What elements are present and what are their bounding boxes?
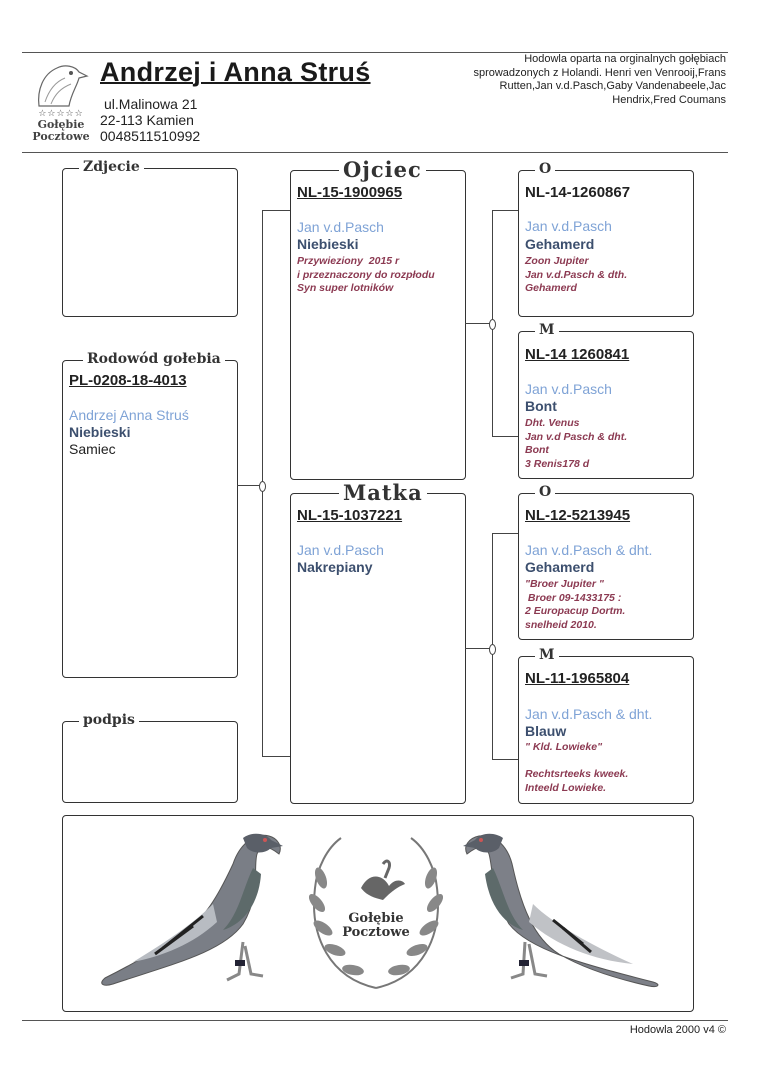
signature-box (62, 712, 238, 803)
grandfather-maternal-box (518, 484, 694, 640)
father-breeder: Jan v.d.Pasch (297, 219, 384, 235)
mm-breeder: Jan v.d.Pasch & dht. (525, 706, 653, 722)
subject-color: Niebieski (69, 424, 131, 440)
pigeon-right-image (463, 824, 663, 994)
mf-breeder: Jan v.d.Pasch & dht. (525, 542, 653, 558)
mf-ring: NL-12-5213945 (525, 507, 631, 524)
fm-color: Bont (525, 398, 557, 414)
father-ring: NL-15-1900965 (297, 184, 403, 201)
header-bottom-rule (22, 152, 728, 153)
wreath-line2: Pocztowe (342, 925, 410, 940)
logo-line1: Gołębie (37, 118, 85, 131)
connector-to-father (262, 210, 290, 211)
photo-label: Zdjecie (79, 159, 144, 175)
signature-label: podpis (79, 712, 139, 728)
club-logo (26, 60, 96, 145)
ff-breeder: Jan v.d.Pasch (525, 218, 612, 234)
breeding-description: Hodowla oparta na orginalnych gołębiach sprowadzonych z Holandi. Henri ven Venrooij,Frans Rutten,Jan v.d.Pasch,Gaby Vandenabeele,Jac Hendrix,Fred Coumans (473, 53, 726, 106)
page-title: Andrzej i Anna Struś (100, 57, 371, 87)
mf-notes: "Broer Jupiter " Broer 09-1433175 : 2 Europacup Dortm. snelheid 2010. (525, 578, 626, 631)
fm-breeder: Jan v.d.Pasch (525, 381, 612, 397)
mm-quote: " Kld. Lowieke" (525, 741, 603, 753)
address-line1: ul.Malinowa 21 (104, 96, 198, 112)
father-color: Niebieski (297, 236, 359, 252)
subject-label: Rodowód gołebia (83, 351, 225, 367)
father-box (290, 157, 466, 480)
mother-breeder: Jan v.d.Pasch (297, 542, 384, 558)
father-notes: Przywieziony 2015 r i przeznaczony do rozpłodu Syn super lotników (297, 255, 435, 294)
mm-color: Blauw (525, 723, 567, 739)
mother-label: Matka (339, 480, 427, 505)
connector-node-mother (489, 644, 496, 655)
father-label: Ojciec (339, 157, 426, 182)
subject-box (62, 351, 238, 678)
address-line2: 22-113 Kamien (100, 112, 194, 128)
illustration-panel (62, 815, 694, 1012)
connector-node-father (489, 319, 496, 330)
mm-ring: NL-11-1965804 (525, 670, 630, 687)
subject-ring: PL-0208-18-4013 (69, 372, 187, 389)
connector-to-fm (492, 436, 518, 437)
photo-box (62, 159, 238, 317)
grandmother-paternal-box (518, 322, 694, 479)
grandmother-maternal-box (518, 647, 694, 804)
fm-notes: Dht. Venus Jan v.d Pasch & dht. Bont 3 Renis178 d (525, 417, 628, 470)
footer-text: Hodowla 2000 v4 © (629, 1024, 726, 1036)
subject-sex: Samiec (69, 441, 116, 457)
ff-notes: Zoon Jupiter Jan v.d.Pasch & dth. Gehamerd (525, 255, 628, 294)
mother-ring: NL-15-1037221 (297, 507, 403, 524)
mf-label: O (535, 484, 555, 500)
connector-to-mm (492, 759, 518, 760)
grandfather-paternal-box (518, 161, 694, 317)
connector-to-ff (492, 210, 518, 211)
fm-ring: NL-14 1260841 (525, 346, 630, 363)
connector-to-mother (262, 756, 290, 757)
fm-label: M (535, 322, 559, 338)
ff-ring: NL-14-1260867 (525, 184, 631, 201)
connector-mother (465, 648, 492, 649)
mm-label: M (535, 647, 559, 663)
footer-rule (22, 1020, 728, 1021)
logo-line2: Pocztowe (32, 130, 90, 143)
phone-number: 0048511510992 (100, 128, 201, 144)
logo-stars: ☆☆☆☆☆ (38, 109, 84, 119)
mother-color: Nakrepiany (297, 559, 373, 575)
connector-father (465, 323, 492, 324)
mf-color: Gehamerd (525, 559, 595, 575)
wreath-logo-text (327, 912, 425, 948)
subject-breeder: Andrzej Anna Struś (69, 407, 189, 423)
connector-to-mf (492, 533, 518, 534)
wreath-line1: Gołębie (348, 911, 404, 926)
ff-label: O (535, 161, 555, 177)
connector-node (259, 481, 266, 492)
ff-color: Gehamerd (525, 236, 595, 252)
pigeon-head-icon (31, 60, 91, 108)
mm-notes: Rechtsrteeks kweek. Inteeld Lowieke. (525, 768, 629, 794)
pigeon-left-image (93, 824, 283, 994)
mother-box (290, 480, 466, 804)
